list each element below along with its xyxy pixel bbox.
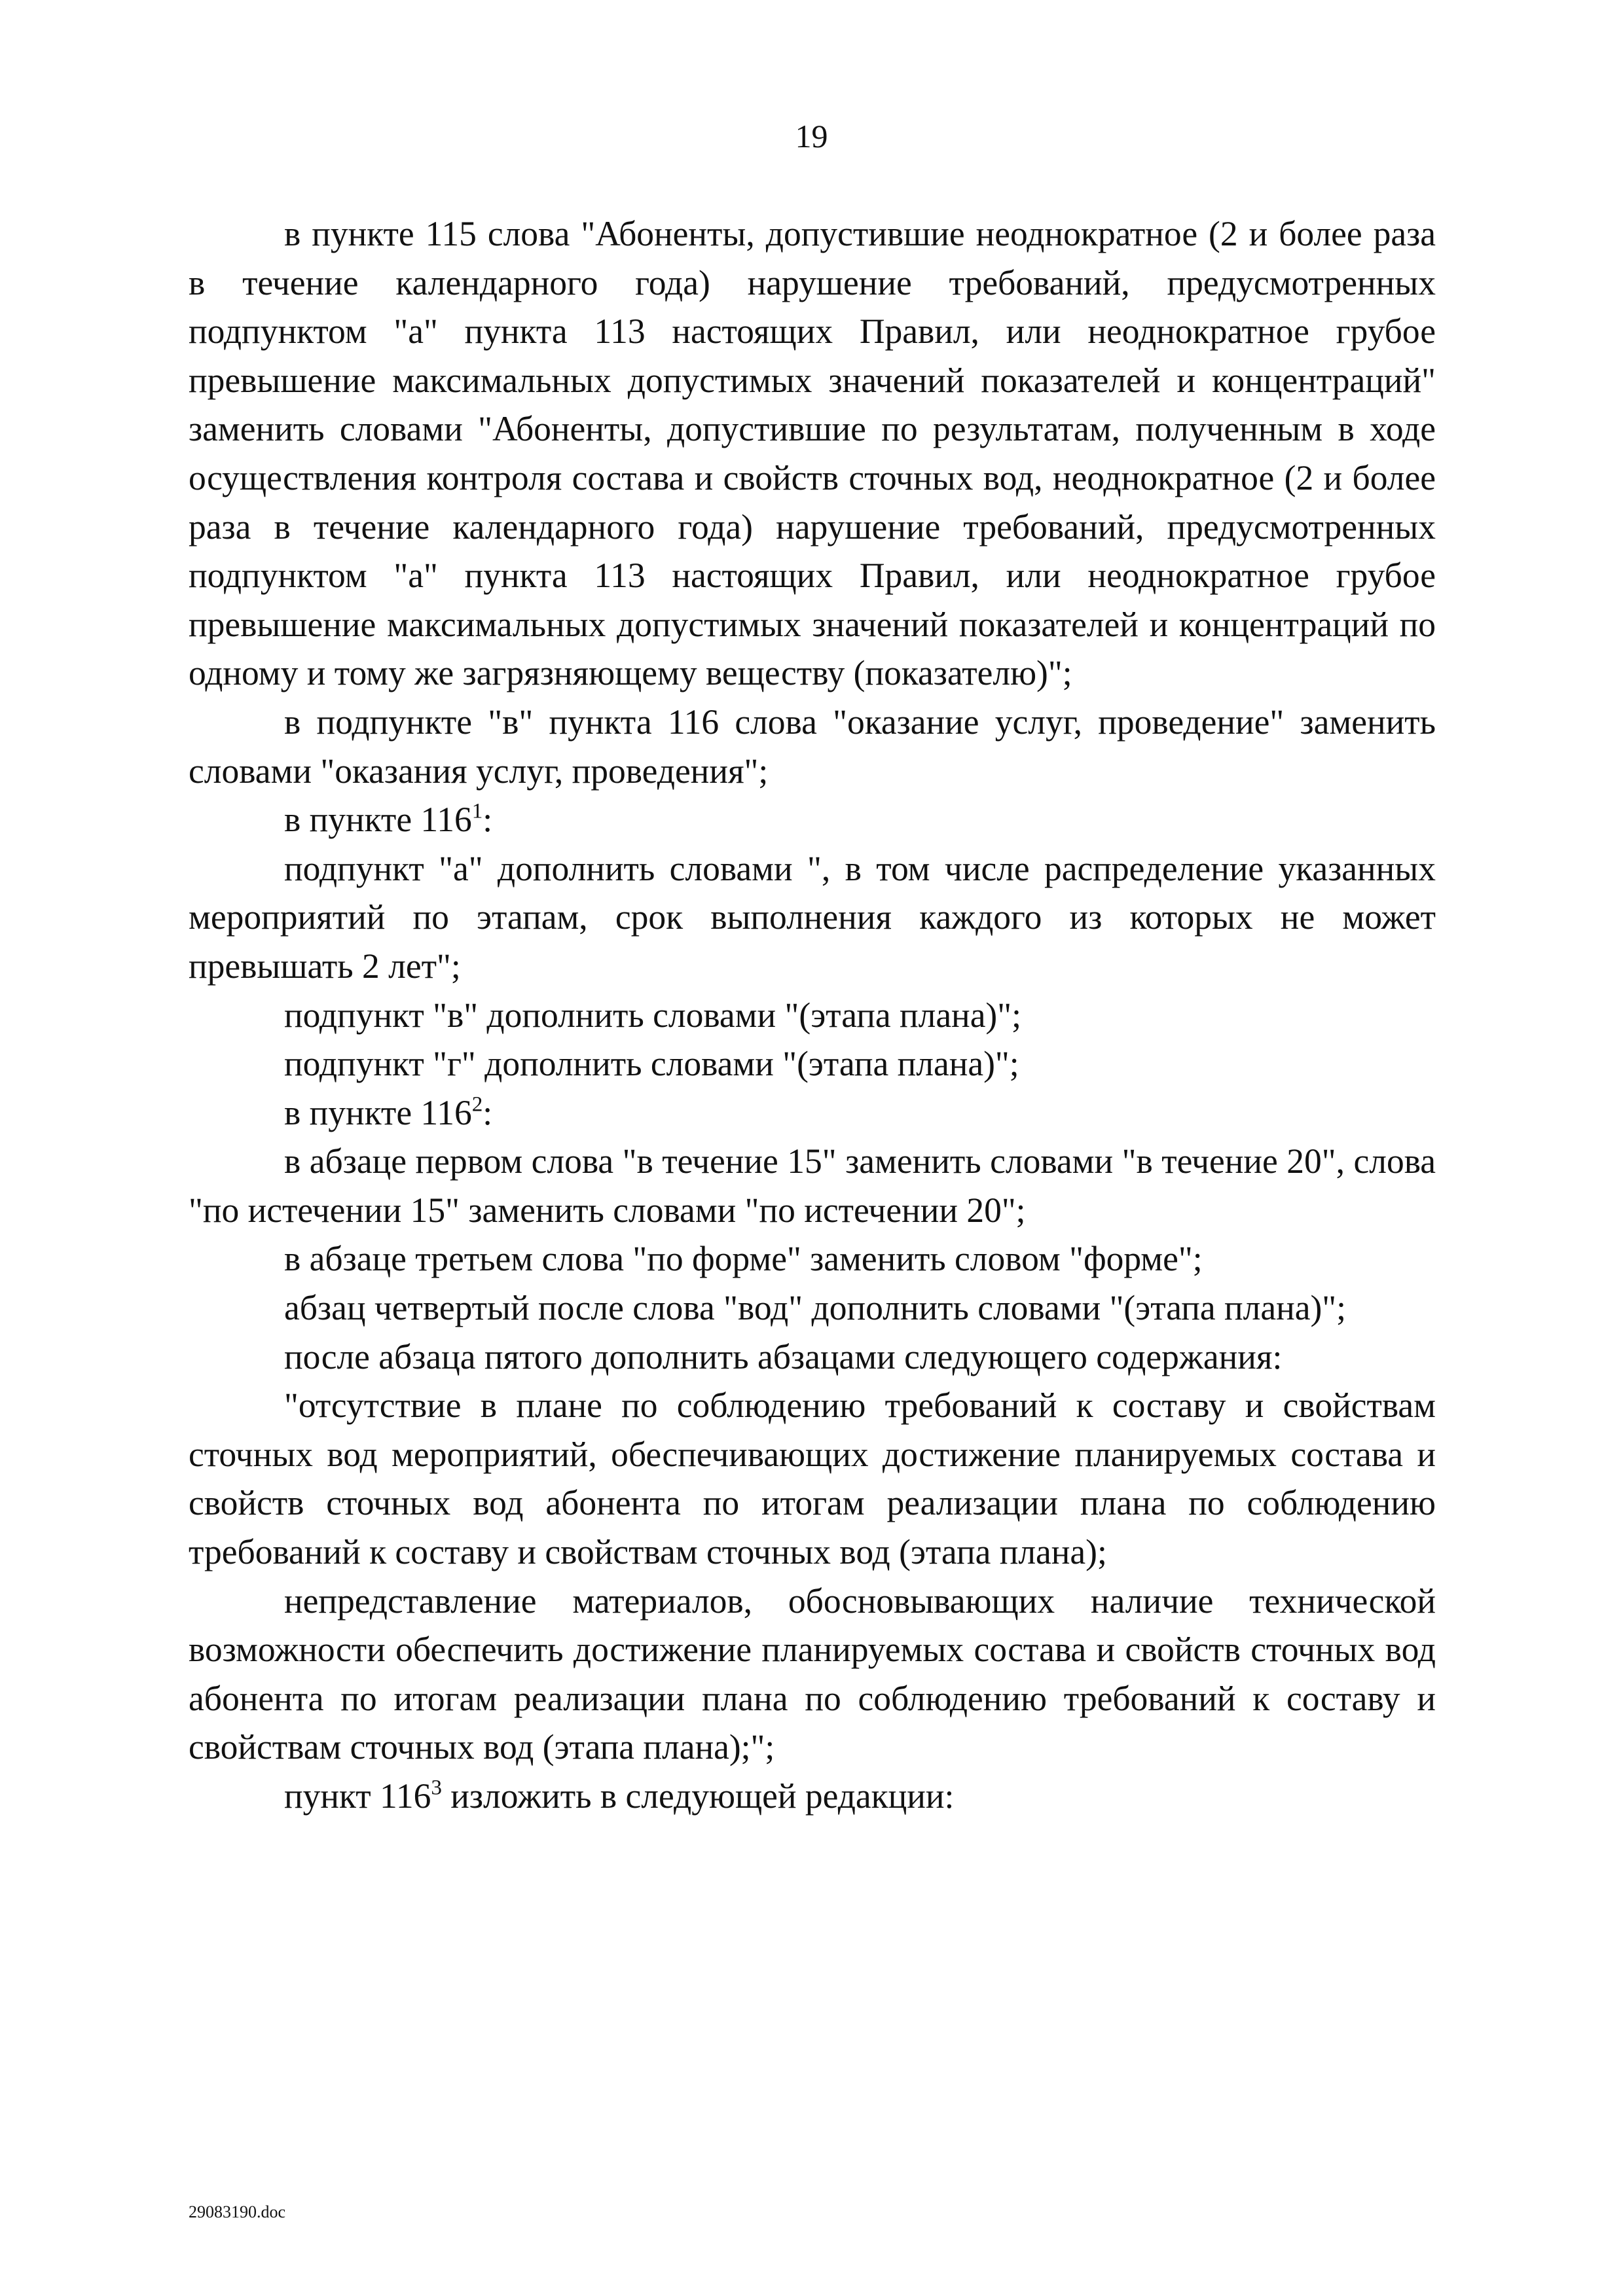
paragraph-after-fifth-abzats: после абзаца пятого дополнить абзацами следующего содержания: (284, 1336, 1283, 1376)
paragraph-fourth-abzats: абзац четвертый после слова "вод" дополнить словами "(этапа плана)"; (284, 1288, 1347, 1328)
paragraph-item-116-subitem-v: в подпункте "в" пункта 116 слова "оказание услуг, проведение" заменить словами "оказания услуг, проведения"; (189, 702, 1436, 791)
paragraph-subitem-a: подпункт "а" дополнить словами ", в том числе распределение указанных мероприятий по этапам, срок выполнения каждого из которых не может превышать 2 лет"; (189, 848, 1436, 986)
paragraph-item-116-1-heading (189, 795, 1436, 844)
heading-text: пункт 116 (284, 1776, 431, 1816)
paragraph-item-116-2-heading (189, 1088, 1436, 1138)
paragraph-item-116-3-heading (189, 1772, 1436, 1821)
heading-text: в пункте 116 (284, 800, 472, 840)
heading-remainder: изложить в следующей редакции: (441, 1776, 955, 1816)
paragraph-subitem-v: подпункт "в" дополнить словами "(этапа плана)"; (284, 995, 1021, 1035)
paragraph-subitem-g: подпункт "г" дополнить словами "(этапа плана)"; (284, 1044, 1019, 1084)
paragraph-quoted-nonsubmission: непредставление материалов, обосновывающих наличие технической возможности обеспечить достижение планируемых состава и свойств сточных вод абонента по итогам реализации плана по соблюдению требований к составу и свойствам сточных вод (этапа плана);"; (189, 1581, 1436, 1767)
superscript-index: 1 (471, 798, 483, 823)
heading-text: в пункте 116 (284, 1092, 472, 1132)
superscript-index: 2 (471, 1092, 483, 1117)
paragraph-quoted-absence: "отсутствие в плане по соблюдению требований к составу и свойствам сточных вод мероприятий, обеспечивающих достижение планируемых состава и свойств сточных вод абонента по итогам реализации плана по соблюдению требований к составу и свойствам сточных вод (этапа плана); (189, 1386, 1436, 1572)
paragraph-item-115-amendment: в пункте 115 слова "Абоненты, допустившие неоднократное (2 и более раза в течение календарного года) нарушение требований, предусмотренных подпунктом "а" пункта 113 настоящих Правил, или неоднократное грубое превышение максимальных допустимых значений показателей и концентраций" заменить словами "Абоненты, допустившие по результатам, полученным в ходе осуществления контроля состава и свойств сточных вод, неоднократное (2 и более раза в течение календарного года) нарушение требований, предусмотренных подпунктом "а" пункта 113 настоящих Правил, или неоднократное грубое превышение максимальных допустимых значений показателей и концентраций по одному и тому же загрязняющему веществу (показателю)"; (189, 214, 1436, 693)
superscript-index: 3 (431, 1775, 442, 1800)
document-body (189, 209, 1436, 1821)
footer-filename: 29083190.doc (189, 2202, 286, 2221)
paragraph-first-abzats: в абзаце первом слова "в течение 15" заменить словами "в течение 20", слова "по истечении 15" заменить словами "по истечении 20"; (189, 1141, 1436, 1230)
paragraph-third-abzats: в абзаце третьем слова "по форме" заменить словом "форме"; (284, 1239, 1203, 1279)
page-number: 19 (795, 118, 828, 154)
heading-punctuation: : (483, 1092, 493, 1132)
heading-punctuation: : (483, 800, 493, 840)
